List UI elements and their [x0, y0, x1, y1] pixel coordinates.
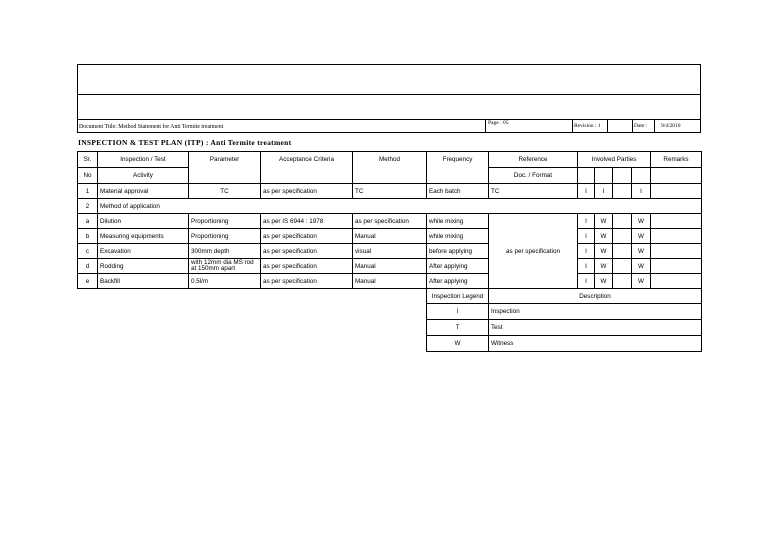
cell-remarks — [651, 184, 702, 199]
col-frequency: Frequency — [427, 152, 489, 184]
legend-code: T — [427, 320, 489, 336]
cell-frequency: while mixing — [427, 229, 489, 244]
cell-acceptance: as per IS 6944 : 1978 — [261, 214, 353, 229]
cell-remarks — [651, 274, 702, 289]
date-value: 9/4/2010 — [661, 123, 681, 129]
header-sep-revision — [572, 119, 573, 133]
legend-description: Inspection — [489, 304, 702, 320]
cell-parameter: Proportioning — [189, 229, 261, 244]
cell-party-1: I — [578, 244, 595, 259]
cell-activity: Rodding — [98, 259, 189, 274]
cell-party-4: W — [632, 274, 651, 289]
cell-party-2: W — [595, 214, 613, 229]
legend-header-row — [78, 289, 702, 304]
legend-row — [78, 304, 702, 320]
table-row — [78, 229, 702, 244]
legend-spacer — [78, 320, 427, 336]
cell-frequency: Each batch — [427, 184, 489, 199]
header-sep-revision-value — [607, 119, 608, 133]
cell-party-1: I — [578, 259, 595, 274]
page-number: Page : 05 — [488, 120, 509, 126]
cell-party-3 — [613, 184, 632, 199]
cell-activity: Dilution — [98, 214, 189, 229]
header-sep-page — [485, 119, 486, 133]
legend-description: Test — [489, 320, 702, 336]
cell-party-3 — [613, 259, 632, 274]
cell-sr: 2 — [78, 199, 98, 214]
cell-method: Manual — [353, 259, 427, 274]
cell-activity: Backfill — [98, 274, 189, 289]
legend-code: I — [427, 304, 489, 320]
col-reference-2: Doc. / Format — [489, 168, 578, 184]
cell-activity: Excavation — [98, 244, 189, 259]
cell-acceptance: as per specification — [261, 274, 353, 289]
col-involved-parties: Involved Parties — [578, 152, 651, 168]
cell-parameter: Proportioning — [189, 214, 261, 229]
col-activity-2: Activity — [98, 168, 189, 184]
cell-frequency: After applying — [427, 259, 489, 274]
party-col-3 — [613, 168, 632, 184]
legend-row — [78, 336, 702, 352]
table-row — [78, 214, 702, 229]
header-sep-date-value — [654, 119, 655, 133]
cell-parameter: 300mm depth — [189, 244, 261, 259]
cell-sr: a — [78, 214, 98, 229]
col-acceptance: Acceptance Criteria — [261, 152, 353, 184]
legend-code: W — [427, 336, 489, 352]
document-title: Document Title: Method Statement for Anti Termite treatment — [79, 124, 224, 130]
cell-party-4: W — [632, 229, 651, 244]
cell-method: Manual — [353, 274, 427, 289]
legend-description: Witness — [489, 336, 702, 352]
cell-remarks — [651, 244, 702, 259]
cell-sr: e — [78, 274, 98, 289]
cell-party-2: W — [595, 229, 613, 244]
cell-section-title: Method of application — [98, 199, 702, 214]
cell-remarks — [651, 214, 702, 229]
cell-acceptance: as per specification — [261, 259, 353, 274]
col-method: Method — [353, 152, 427, 184]
cell-acceptance: as per specification — [261, 184, 353, 199]
cell-party-3 — [613, 244, 632, 259]
cell-party-2: W — [595, 274, 613, 289]
cell-parameter: 0.5l/m — [189, 274, 261, 289]
cell-reference: TC — [489, 184, 578, 199]
cell-party-2: W — [595, 259, 613, 274]
party-col-1 — [578, 168, 595, 184]
remarks-sub — [651, 168, 702, 184]
cell-remarks — [651, 259, 702, 274]
cell-acceptance: as per specification — [261, 229, 353, 244]
cell-party-4: W — [632, 214, 651, 229]
itp-table — [77, 151, 702, 352]
cell-parameter: with 12mm dia MS rod at 150mm apart — [189, 259, 261, 274]
cell-method: visual — [353, 244, 427, 259]
legend-spacer — [78, 289, 427, 304]
table-row — [78, 199, 702, 214]
table-row — [78, 244, 702, 259]
table-header-row-1 — [78, 152, 702, 168]
col-remarks: Remarks — [651, 152, 702, 168]
table-row — [78, 259, 702, 274]
cell-party-1: I — [578, 229, 595, 244]
col-no: No — [78, 168, 98, 184]
col-activity: Inspection / Test — [98, 152, 189, 168]
party-col-2 — [595, 168, 613, 184]
cell-party-1: I — [578, 274, 595, 289]
col-reference: Reference — [489, 152, 578, 168]
cell-sr: b — [78, 229, 98, 244]
cell-frequency: while mixing — [427, 214, 489, 229]
plan-title: INSPECTION & TEST PLAN (ITP) : Anti Termite treatment — [78, 138, 292, 147]
legend-spacer — [78, 336, 427, 352]
cell-party-4: W — [632, 259, 651, 274]
cell-party-4: I — [632, 184, 651, 199]
table-row — [78, 274, 702, 289]
revision-label: Revision : 1 — [574, 123, 601, 129]
legend-header-description: Description — [489, 289, 702, 304]
table-row — [78, 184, 702, 199]
cell-frequency: After applying — [427, 274, 489, 289]
cell-method: Manual — [353, 229, 427, 244]
cell-party-2: W — [595, 244, 613, 259]
legend-header-code: Inspection Legend — [427, 289, 489, 304]
cell-party-3 — [613, 229, 632, 244]
party-col-4 — [632, 168, 651, 184]
header-divider-1 — [77, 94, 701, 95]
cell-parameter: TC — [189, 184, 261, 199]
cell-sr: 1 — [78, 184, 98, 199]
cell-activity: Measuring equipments — [98, 229, 189, 244]
cell-frequency: before applying — [427, 244, 489, 259]
cell-activity: Material approval — [98, 184, 189, 199]
cell-sr: d — [78, 259, 98, 274]
header-sep-date — [632, 119, 633, 133]
col-sr: Sr. — [78, 152, 98, 168]
cell-acceptance: as per specification — [261, 244, 353, 259]
legend-spacer — [78, 304, 427, 320]
legend-row — [78, 320, 702, 336]
cell-method: TC — [353, 184, 427, 199]
cell-party-1: I — [578, 214, 595, 229]
cell-reference-merged: as per specification — [489, 214, 578, 289]
cell-remarks — [651, 229, 702, 244]
cell-method: as per specification — [353, 214, 427, 229]
cell-sr: c — [78, 244, 98, 259]
cell-party-3 — [613, 214, 632, 229]
cell-party-2: I — [595, 184, 613, 199]
date-label: Date : — [634, 123, 648, 129]
col-parameter: Parameter — [189, 152, 261, 184]
cell-party-3 — [613, 274, 632, 289]
cell-party-1: I — [578, 184, 595, 199]
cell-party-4: W — [632, 244, 651, 259]
